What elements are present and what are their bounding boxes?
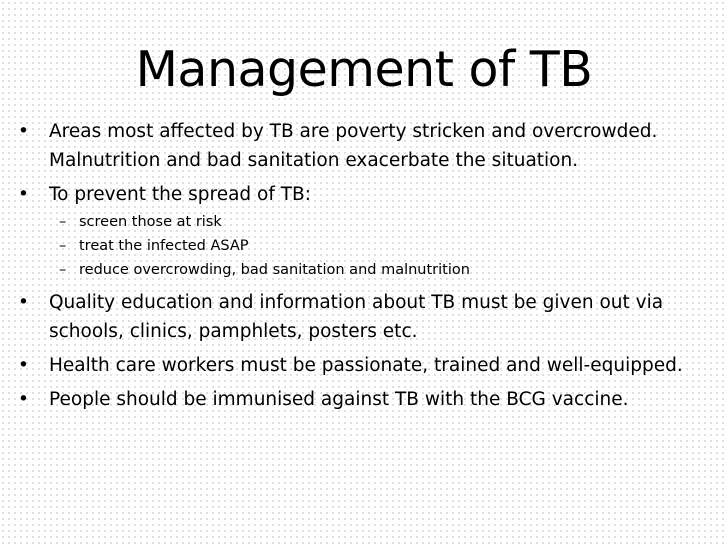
sub-bullet-marker: – (59, 262, 67, 278)
bullet-text: Areas most affected by TB are poverty stricken and overcrowded. Malnutrition and bad sanitation exacerbate the situation. (49, 121, 658, 171)
sub-item-reduce (18, 258, 718, 282)
sub-item-screen (18, 210, 718, 234)
bullet-marker: • (18, 355, 29, 376)
sub-bullet-marker: – (59, 214, 67, 230)
bullet-item-poverty (18, 117, 718, 175)
bullet-marker: • (18, 292, 29, 313)
sub-item-text: treat the infected ASAP (79, 238, 249, 254)
sub-bullet-marker: – (59, 238, 67, 254)
sub-item-text: reduce overcrowding, bad sanitation and malnutrition (79, 262, 470, 278)
bullet-marker: • (18, 121, 29, 142)
bullet-list (18, 117, 718, 419)
bullet-item-health-workers (18, 351, 718, 380)
bullet-text: To prevent the spread of TB: (49, 184, 311, 205)
bullet-item-education (18, 288, 718, 346)
bullet-marker: • (18, 389, 29, 410)
sub-item-treat (18, 234, 718, 258)
bullet-text: Health care workers must be passionate, trained and well-equipped. (49, 355, 683, 376)
bullet-item-prevent-spread (18, 180, 718, 209)
bullet-text: Quality education and information about TB must be given out via schools, clinics, pamphlets, posters etc. (49, 292, 664, 342)
sub-bullet-list (18, 210, 718, 282)
slide-title: Management of TB (135, 41, 593, 98)
sub-item-text: screen those at risk (79, 214, 222, 230)
bullet-text: People should be immunised against TB with the BCG vaccine. (49, 389, 629, 410)
bullet-item-immunise (18, 385, 718, 414)
bullet-marker: • (18, 184, 29, 205)
